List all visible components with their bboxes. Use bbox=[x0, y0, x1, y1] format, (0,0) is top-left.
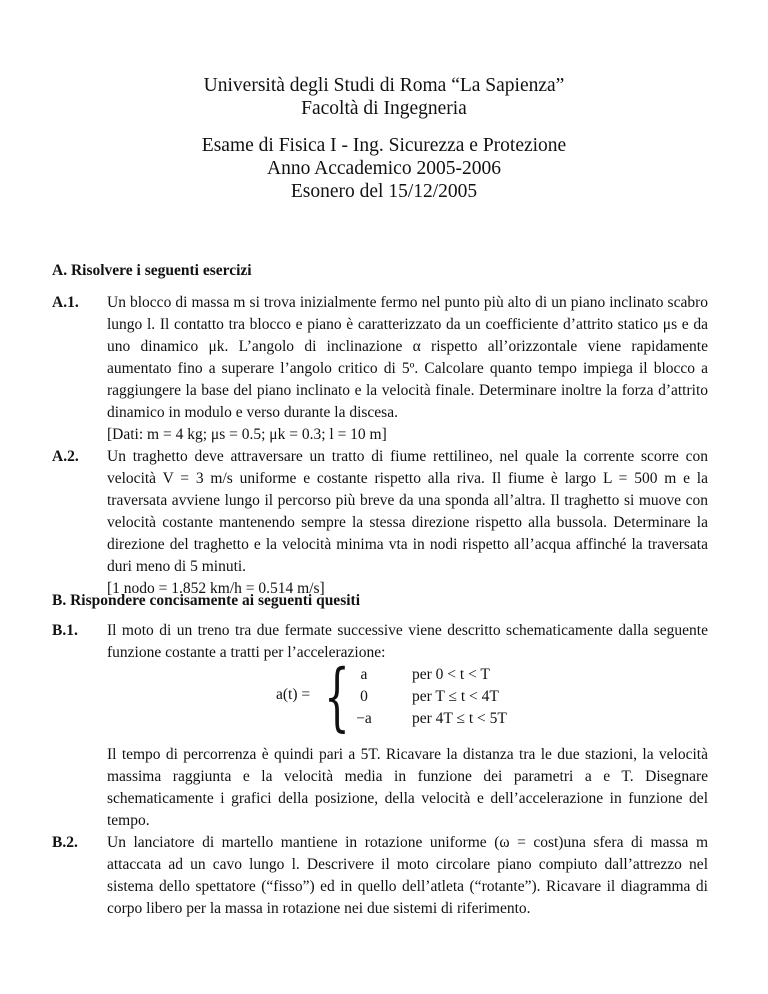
academic-year: Anno Accademico 2005-2006 bbox=[267, 158, 501, 179]
exercise-a1-text: Un blocco di massa m si trova inizialmente fermo nel punto più alto di un piano inclinato scabro lungo l. Il contatto tra blocco e piano è caratterizzato da un coefficiente d’attrito statico μs e da uno dinamico μk. L’angolo di inclinazione α rispetto all’orizzontale viene rapidamente aumentato fino a superare l’angolo critico di 5º. Calcolare quanto tempo impiega il blocco a raggiungere la base del piano inclinato e la velocità finale. Determinare inoltre la forza d’attrito dinamico in modulo e verso durante la discesa. bbox=[107, 294, 708, 421]
exercise-a2-text: Un traghetto deve attraversare un tratto di fiume rettilineo, nel quale la corrente scorre con velocità V = 3 m/s uniforme e costante rispetto alla riva. Il fiume è largo L = 500 m e la traversata avviene lungo il percorso più breve da una sponda all’altra. Il traghetto si muove con velocità costante mantenendo sempre la stessa direzione rispetto alla bussola. Determinare la direzione del traghetto e la velocità minima vta in nodi rispetto all’acqua affinché la traversata duri meno di 5 minuti. bbox=[107, 448, 708, 575]
exam-session: Esonero del 15/12/2005 bbox=[290, 181, 478, 202]
formula-values bbox=[344, 664, 384, 730]
university-name: Università degli Studi di Roma “La Sapienza” bbox=[203, 75, 565, 96]
formula-brace: { bbox=[324, 654, 350, 740]
exercise-a1 bbox=[52, 292, 708, 446]
formula-condition: per 0 < t < T bbox=[412, 666, 490, 683]
exercise-a2-number: A.2. bbox=[52, 448, 79, 465]
formula-value: a bbox=[360, 666, 368, 683]
exam-title: Esame di Fisica I - Ing. Sicurezza e Protezione bbox=[201, 135, 567, 156]
exercise-a1-data: [Dati: m = 4 kg; μs = 0.5; μk = 0.3; l = 10 m] bbox=[107, 426, 387, 443]
question-b1 bbox=[52, 620, 708, 664]
formula-condition: per 4T ≤ t < 5T bbox=[412, 710, 507, 727]
formula-condition: per T ≤ t < 4T bbox=[412, 688, 499, 705]
formula-value: 0 bbox=[360, 688, 368, 705]
formula-lhs: a(t) = bbox=[276, 686, 311, 703]
formula-conditions bbox=[412, 664, 507, 730]
formula-value: −a bbox=[356, 710, 372, 727]
section-a-title: A. Risolvere i seguenti esercizi bbox=[52, 262, 252, 279]
acceleration-formula bbox=[270, 654, 530, 740]
exercise-a2 bbox=[52, 446, 708, 600]
exam-header bbox=[0, 74, 768, 203]
question-b2 bbox=[52, 832, 708, 920]
exercise-a2-data: [1 nodo = 1.852 km/h = 0.514 m/s] bbox=[107, 580, 325, 597]
question-b1-text: Il tempo di percorrenza è quindi pari a 5T. Ricavare la distanza tra le due stazioni, la velocità massima raggiunta e la velocità media in funzione dei parametri a e T. Disegnare schematicamente i grafici della posizione, della velocità e dell’accelerazione in funzione del tempo. bbox=[107, 746, 708, 829]
question-b2-number: B.2. bbox=[52, 834, 78, 851]
section-b-title: B. Rispondere concisamente ai seguenti quesiti bbox=[52, 592, 360, 609]
question-b2-text: Un lanciatore di martello mantiene in rotazione uniforme (ω = cost)una sfera di massa m attaccata ad un cavo lungo l. Descrivere il moto circolare piano compiuto dall’attrezzo nel sistema dello spettatore (“fisso”) ed in quello dell’atleta (“rotante”). Ricavare il diagramma di corpo libero per la massa in rotazione nei due sistemi di riferimento. bbox=[107, 834, 708, 917]
exercise-a1-number: A.1. bbox=[52, 294, 79, 311]
faculty-name: Facoltà di Ingegneria bbox=[301, 98, 467, 119]
question-b1-number: B.1. bbox=[52, 622, 78, 639]
question-b1-intro: Il moto di un treno tra due fermate successive viene descritto schematicamente dalla seguente funzione costante a tratti per l’accelerazione: bbox=[107, 622, 708, 661]
